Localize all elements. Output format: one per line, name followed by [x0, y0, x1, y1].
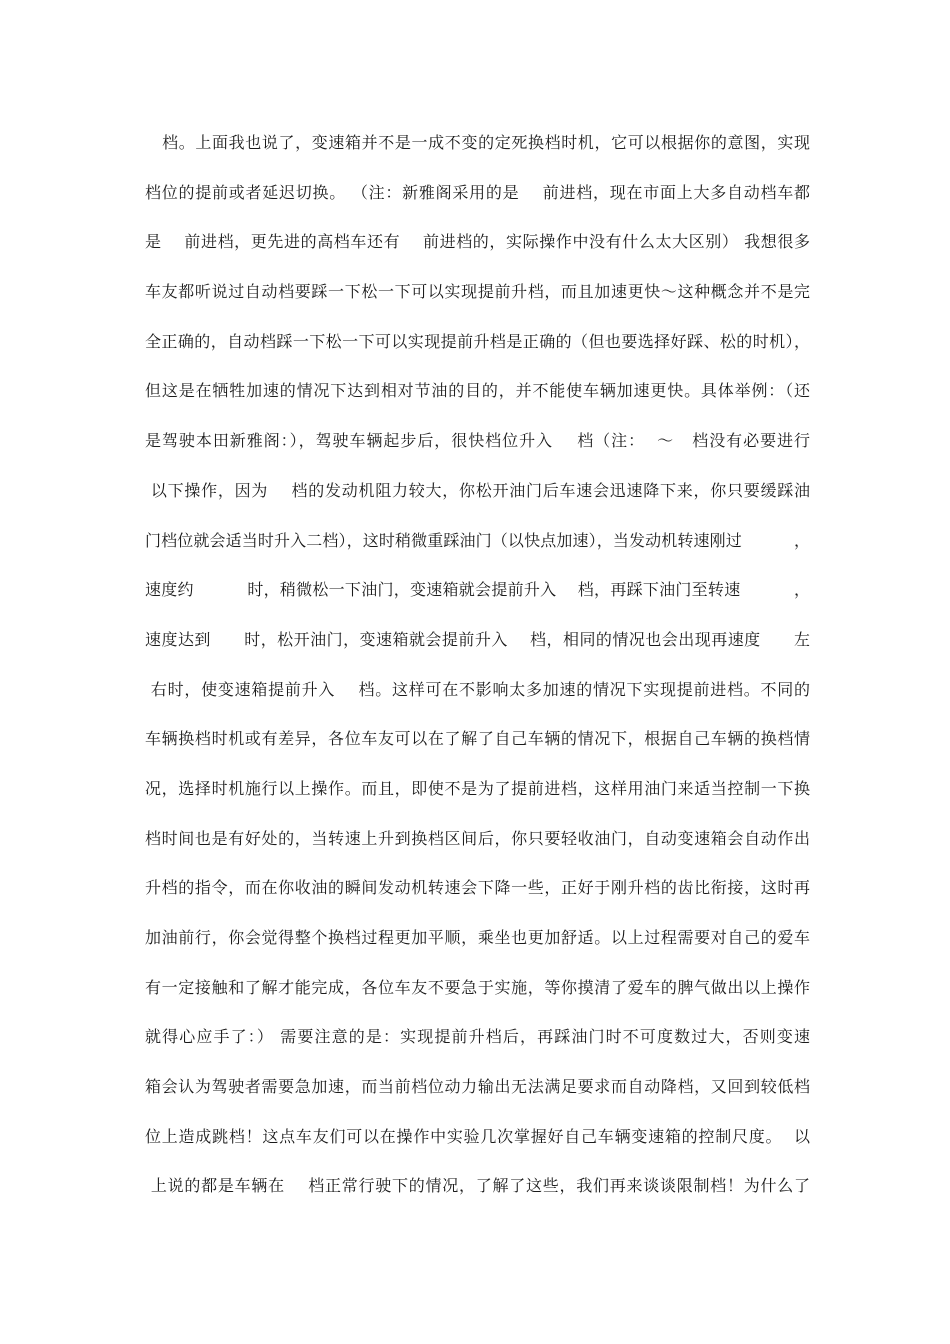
text-line: 档时间也是有好处的，当转速上升到换档区间后，你只要轻收油门，自动变速箱会自动作出 [145, 828, 810, 848]
text-line: 就得心应手了：） 需要注意的是：实现提前升档后，再踩油门时不可度数过大，否则变速 [145, 1027, 810, 1047]
text-line: 全正确的，自动档踩一下松一下可以实现提前升档是正确的（但也要选择好踩、松的时机）， [145, 331, 810, 351]
text-line: 车友都听说过自动档要踩一下松一下可以实现提前升档，而且加速更快～这种概念并不是完 [145, 282, 810, 302]
text-line: 速度达到 时，松开油门，变速箱就会提前升入 档，相同的情况也会出现再速度 左 [145, 629, 810, 649]
text-line: 上说的都是车辆在 档正常行驶下的情况，了解了这些，我们再来谈谈限制档！为什么了 [145, 1176, 810, 1196]
text-line: 加油前行，你会觉得整个换档过程更加平顺，乘坐也更加舒适。以上过程需要对自己的爱车 [145, 928, 810, 947]
text-line: 位上造成跳档！这点车友们可以在操作中实验几次掌握好自己车辆变速箱的控制尺度。 以 [145, 1126, 810, 1146]
text-line: 有一定接触和了解才能完成，各位车友不要急于实施，等你摸清了爱车的脾气做出以上操作 [145, 977, 810, 997]
text-line: 档位的提前或者延迟切换。 （注：新雅阁采用的是 前进档，现在市面上大多自动档车都 [145, 182, 810, 202]
text-line: 况，选择时机施行以上操作。而且，即使不是为了提前进档，这样用油门来适当控制一下换 [145, 778, 810, 798]
text-line: 是驾驶本田新雅阁：），驾驶车辆起步后，很快档位升入 档（注： ～ 档没有必要进行 [145, 431, 810, 451]
text-line: 以下操作，因为 档的发动机阻力较大，你松开油门后车速会迅速降下来，你只要缓踩油 [145, 480, 810, 500]
text-line: 门档位就会适当时升入二档），这时稍微重踩油门（以快点加速），当发动机转速刚过 ， [145, 530, 810, 550]
text-line: 是 前进档，更先进的高档车还有 前进档的，实际操作中没有什么太大区别） 我想很多 [145, 232, 810, 252]
text-line: 车辆换档时机或有差异，各位车友可以在了解了自己车辆的情况下，根据自己车辆的换档情 [145, 729, 810, 749]
body-text [145, 118, 810, 1211]
text-line: 右时，使变速箱提前升入 档。这样可在不影响太多加速的情况下实现提前进档。不同的 [145, 679, 810, 699]
text-line: 速度约 时，稍微松一下油门，变速箱就会提前升入 档，再踩下油门至转速 ， [145, 580, 810, 600]
text-line: 升档的指令，而在你收油的瞬间发动机转速会下降一些，正好于刚升档的齿比衔接，这时再 [145, 878, 810, 898]
text-line: 箱会认为驾驶者需要急加速，而当前档位动力输出无法满足要求而自动降档，又回到较低档 [145, 1077, 810, 1097]
text-line: 档。上面我也说了，变速箱并不是一成不变的定死换档时机，它可以根据你的意图，实现 [145, 133, 810, 152]
text-line: 但这是在牺牲加速的情况下达到相对节油的目的，并不能使车辆加速更快。具体举例：（还 [145, 381, 810, 401]
